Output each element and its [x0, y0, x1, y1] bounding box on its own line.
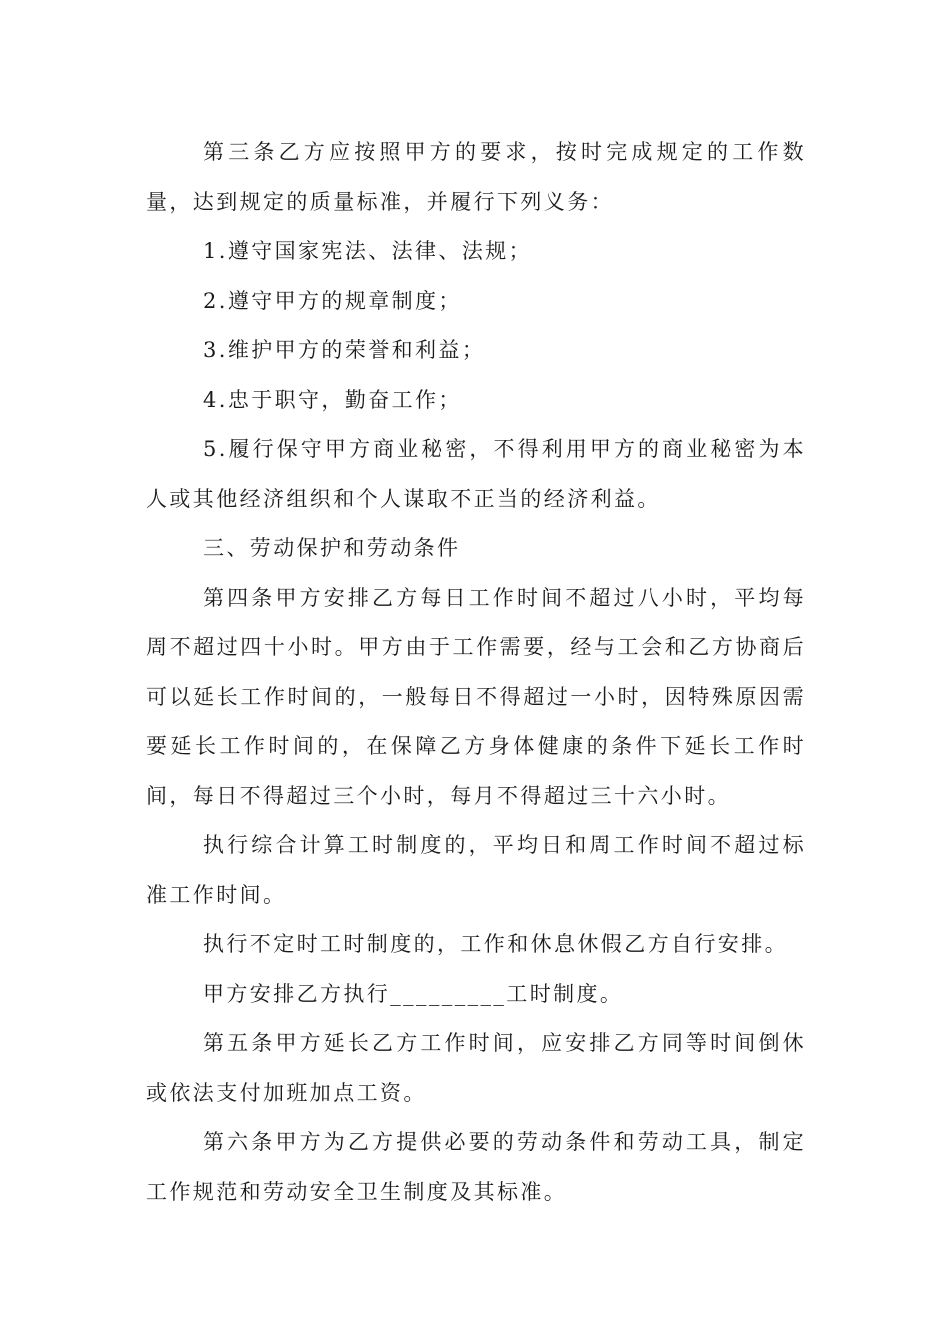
section-heading-labor-protection: 三、劳动保护和劳动条件	[203, 536, 461, 560]
duty-item-3: 3.维护甲方的荣誉和利益；	[203, 338, 486, 362]
clause-3-intro: 第三条乙方应按照甲方的要求，按时完成规定的工作数量，达到规定的质量标准，并履行下列义务：	[146, 140, 806, 214]
clause-6-labor-conditions: 第六条甲方为乙方提供必要的劳动条件和劳动工具，制定工作规范和劳动安全卫生制度及其标准。	[146, 1130, 806, 1204]
flexible-hours-paragraph: 执行不定时工时制度的，工作和休息休假乙方自行安排。	[203, 932, 788, 956]
duty-item-2: 2.遵守甲方的规章制度；	[203, 288, 462, 313]
clause-5-overtime: 第五条甲方延长乙方工作时间，应安排乙方同等时间倒休或依法支付加班加点工资。	[146, 1031, 806, 1105]
document-body	[146, 128, 806, 1217]
duty-item-5: 5.履行保守甲方商业秘密，不得利用甲方的商业秘密为本人或其他经济组织和个人谋取不正当的经济利益。	[146, 437, 806, 511]
hours-system-blank-paragraph: 甲方安排乙方执行_________工时制度。	[203, 981, 624, 1006]
clause-4-working-hours: 第四条甲方安排乙方每日工作时间不超过八小时，平均每周不超过四十小时。甲方由于工作需要，经与工会和乙方协商后可以延长工作时间的，一般每日不得超过一小时，因特殊原因需要延长工作时间的，在保障乙方身体健康的条件下延长工作时间，每日不得超过三个小时，每月不得超过三十六小时。	[146, 585, 806, 808]
duty-item-4: 4.忠于职守，勤奋工作；	[203, 387, 462, 412]
duty-item-1: 1.遵守国家宪法、法律、法规；	[203, 239, 533, 263]
comprehensive-hours-paragraph: 执行综合计算工时制度的，平均日和周工作时间不超过标准工作时间。	[146, 833, 806, 907]
